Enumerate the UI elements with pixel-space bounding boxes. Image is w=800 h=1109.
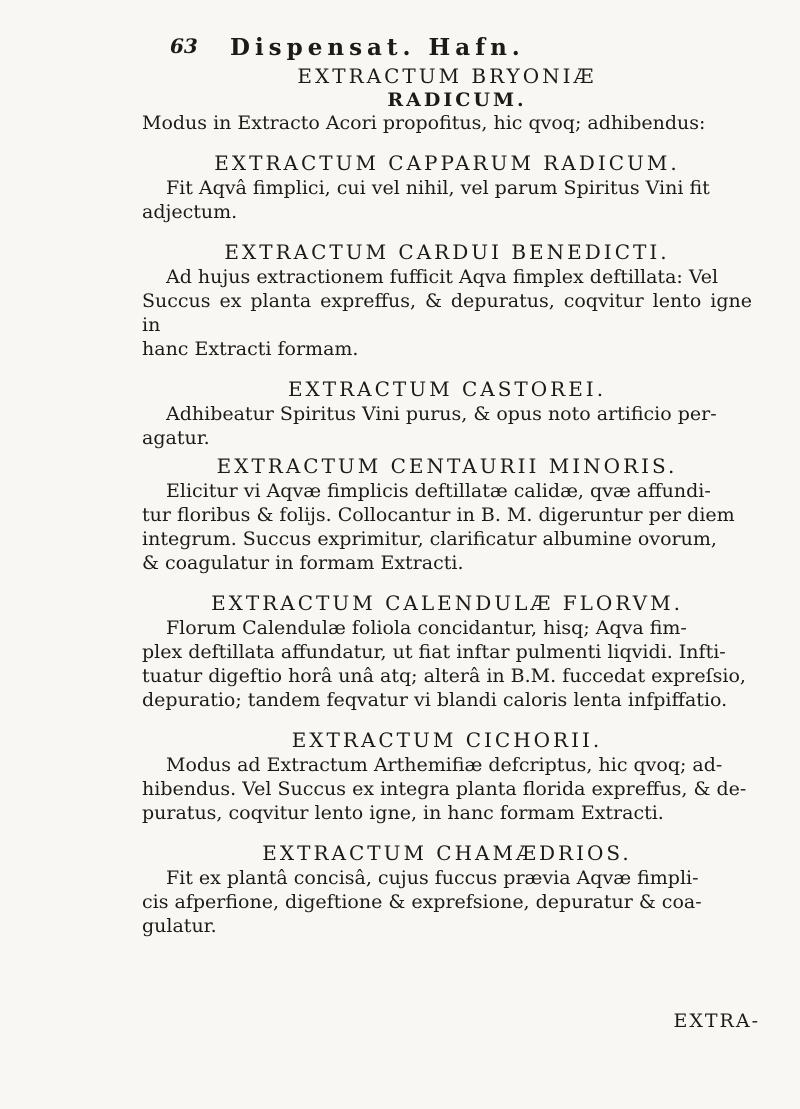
- catchword: EXTRA-: [673, 1010, 760, 1032]
- section-text: Fit ex plantâ concisâ, cujus fuccus prævia Aqvæ fimpli- cis afperfione, digeftione & exprefsione, depuratur & coa- gulatur.: [142, 867, 702, 937]
- page-number: 63: [170, 34, 198, 58]
- section-text: Ad hujus extractionem fufficit Aqva fimplex deftillata: Vel Succus ex planta expreffus, & depuratus, coqvitur lento igne in hanc Extracti formam.: [142, 266, 752, 360]
- section-title: EXTRACTUM CHAMÆDRIOS.: [262, 841, 632, 865]
- section-title: EXTRACTUM BRYONIÆ: [297, 64, 597, 88]
- section-subtitle: RADICUM.: [387, 89, 527, 111]
- section-title: EXTRACTUM CALENDULÆ FLORVM.: [211, 591, 683, 615]
- section-text: Modus ad Extractum Arthemifiæ defcriptus, hic qvoq; ad- hibendus. Vel Succus ex integra planta florida expreffus, & de- puratus, coqvitur lento igne, in hanc formam Extracti.: [142, 754, 747, 824]
- section-text: Florum Calendulæ foliola concidantur, hisq; Aqva fim- plex deftillata affundatur, ut fiat inftar pulmenti liqvidi. Infti- tuatur digeftio horâ unâ atq; alterâ in B.M. fuccedat expreſsio, depuratio; tandem feqvatur vi blandi caloris lenta infpiffatio.: [142, 617, 746, 711]
- page-body: [142, 64, 752, 942]
- page-header: [170, 34, 730, 68]
- section-title: EXTRACTUM CAPPARUM RADICUM.: [214, 151, 680, 175]
- running-title: Dispensat. Hafn.: [230, 34, 525, 61]
- section-text: Modus in Extracto Acori propofitus, hic qvoq; adhibendus:: [142, 112, 706, 134]
- section-text: Adhibeatur Spiritus Vini purus, & opus noto artificio per- agatur.: [142, 403, 717, 449]
- section-title: EXTRACTUM CICHORII.: [291, 728, 603, 752]
- section-text: Elicitur vi Aqvæ fimplicis deftillatæ calidæ, qvæ affundi- tur floribus & folijs. Collocantur in B. M. digeruntur per diem integrum. Succus exprimitur, clarificatur albumine ovorum, & coagulatur in formam Extracti.: [142, 480, 735, 574]
- section-title: EXTRACTUM CARDUI BENEDICTI.: [224, 240, 670, 264]
- section-text: Fit Aqvâ fimplici, cui vel nihil, vel parum Spiritus Vini fit adjectum.: [142, 177, 710, 223]
- section-title: EXTRACTUM CASTOREI.: [287, 377, 607, 401]
- section-title: EXTRACTUM CENTAURII MINORIS.: [216, 454, 678, 478]
